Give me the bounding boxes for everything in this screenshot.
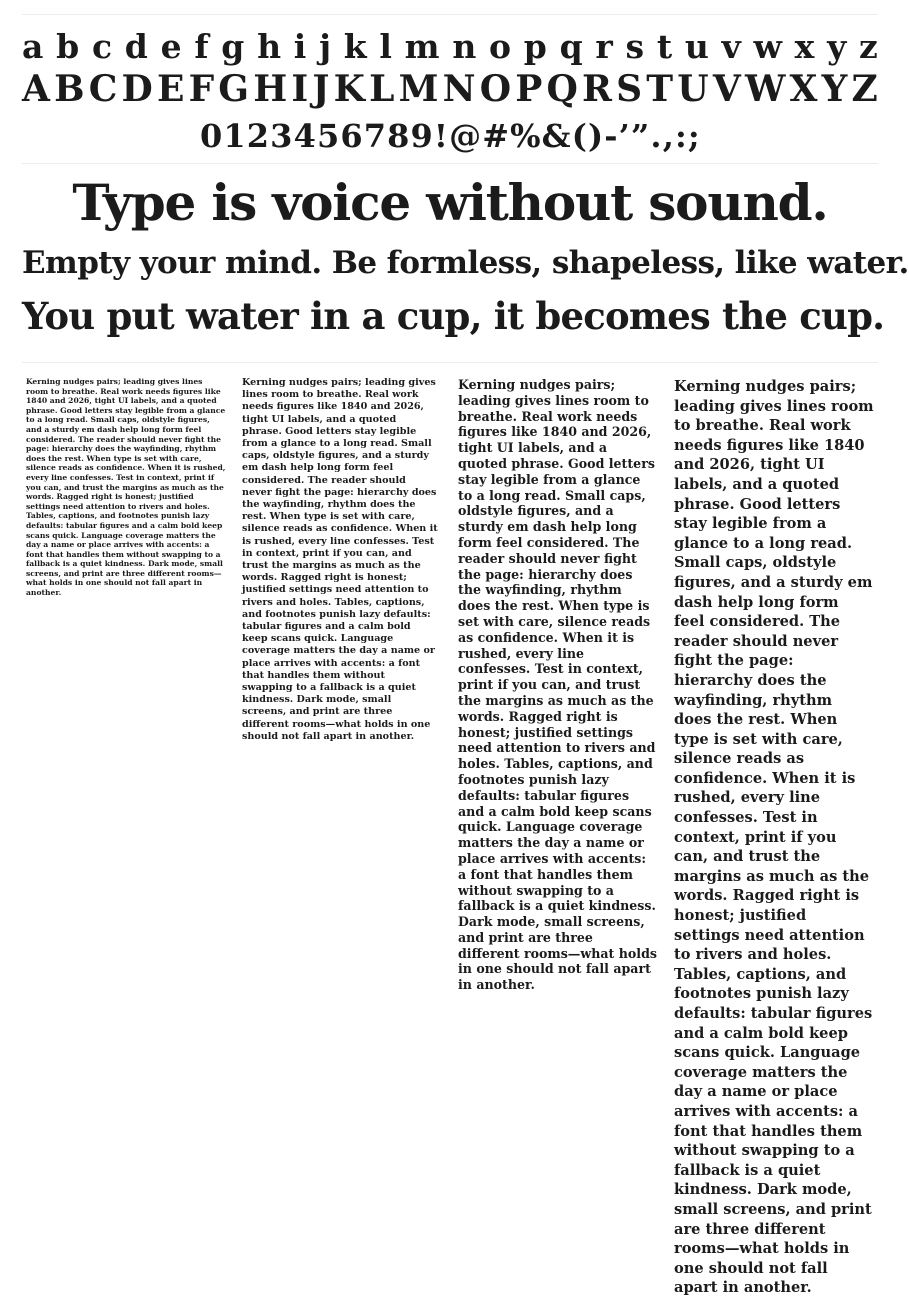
glyph-figure: 7 [363, 117, 386, 155]
glyph-lowercase: j [319, 26, 332, 66]
glyph-uppercase: O [479, 68, 512, 110]
glyph-lowercase: c [91, 26, 113, 66]
glyph-lowercase: w [753, 26, 782, 66]
glyph-figure: ’ [618, 117, 630, 155]
uppercase-glyph-row [22, 70, 878, 108]
glyph-lowercase: p [523, 26, 547, 66]
glyph-lowercase: x [794, 26, 815, 66]
glyph-lowercase: y [827, 26, 847, 66]
glyph-uppercase: N [442, 68, 476, 110]
glyph-lowercase: d [124, 26, 148, 66]
glyph-lowercase: a [22, 26, 44, 66]
glyph-figure: & [541, 117, 571, 155]
divider [22, 163, 878, 164]
specimen-line-medium: Empty your mind. Be formless, shapeless, like water. [22, 245, 909, 281]
glyph-uppercase: Z [851, 68, 878, 110]
specimen-line-large: Type is voice without sound. [72, 173, 828, 232]
glyph-figure: 2 [246, 117, 270, 155]
glyph-uppercase: K [333, 68, 365, 110]
body-text-column-medium: Kerning nudges pairs; leading gives lines room to breathe. Real work needs figures like 1840 and 2026, tight UI labels, and a quoted phrase. Good letters stay legible from a glance to a long read. Small caps, oldstyle figures, and a sturdy em dash help long form feel considered. The reader should never fight the page: hierarchy does the wayfinding, rhythm does the rest. When type is set with care, silence reads as confidence. When it is rushed, every line confesses. Test in context, print if you can, and trust the margins as much as the words. Ragged right is honest; justified settings need attention to rivers and holes. Tables, captions, and footnotes punish lazy defaults: tabular figures and a calm bold keep scans quick. Language coverage matters the day a name or place arrives with accents: a font that handles them without swapping to a fallback is a quiet kindness. Dark mode, small screens, and print are three different rooms—what holds in one should not fall apart in another. [458, 377, 657, 993]
body-text-column-large: Kerning nudges pairs; leading gives lines room to breathe. Real work needs figures like 1840 and 2026, tight UI labels, and a quoted phrase. Good letters stay legible from a glance to a long read. Small caps, oldstyle figures, and a sturdy em dash help long form feel considered. The reader should never fight the page: hierarchy does the wayfinding, rhythm does the rest. When type is set with care, silence reads as confidence. When it is rushed, every line confesses. Test in context, print if you can, and trust the margins as much as the words. Ragged right is honest; justified settings need attention to rivers and holes. Tables, captions, and footnotes punish lazy defaults: tabular figures and a calm bold keep scans quick. Language coverage matters the day a name or place arrives with accents: a font that handles them without swapping to a fallback is a quiet kindness. Dark mode, small screens, and print are three different rooms—what holds in one should not fall apart in another. [674, 378, 874, 1297]
glyph-lowercase: f [194, 26, 209, 66]
glyph-figure: 3 [270, 117, 293, 155]
glyph-uppercase: V [712, 68, 741, 110]
glyph-figure: 0 [200, 117, 223, 155]
divider [22, 14, 878, 15]
glyph-uppercase: A [22, 68, 50, 110]
glyph-uppercase: I [291, 68, 309, 110]
glyph-lowercase: h [257, 26, 282, 66]
glyph-figure: ; [687, 117, 700, 155]
glyph-figure: 8 [387, 117, 410, 155]
glyph-lowercase: v [721, 26, 741, 66]
glyph-uppercase: R [582, 68, 612, 110]
body-text-column-small: Kerning nudges pairs; leading gives lines room to breathe. Real work needs figures like 1840 and 2026, tight UI labels, and a quoted phrase. Good letters stay legible from a glance to a long read. Small caps, oldstyle figures, and a sturdy em dash help long form feel considered. The reader should never fight the page: hierarchy does the wayfinding, rhythm does the rest. When type is set with care, silence reads as confidence. When it is rushed, every line confesses. Test in context, print if you can, and trust the margins as much as the words. Ragged right is honest; justified settings need attention to rivers and holes. Tables, captions, and footnotes punish lazy defaults: tabular figures and a calm bold keep scans quick. Language coverage matters the day a name or place arrives with accents: a font that handles them without swapping to a fallback is a quiet kindness. Dark mode, small screens, and print are three different rooms—what holds in one should not fall apart in another. [242, 377, 438, 742]
glyph-lowercase: g [221, 26, 245, 66]
glyph-uppercase: P [515, 68, 543, 110]
glyph-uppercase: Q [546, 68, 578, 110]
glyph-lowercase: s [625, 26, 645, 66]
glyph-figure: ” [630, 117, 650, 155]
glyph-lowercase: u [684, 26, 709, 66]
glyph-figure: - [604, 117, 618, 155]
glyph-uppercase: T [646, 68, 674, 110]
glyph-uppercase: C [88, 68, 118, 110]
glyph-figure: @ [449, 117, 482, 155]
glyph-figure: ! [433, 117, 448, 155]
glyph-uppercase: X [789, 68, 818, 110]
glyph-uppercase: U [677, 68, 709, 110]
glyph-lowercase: q [559, 26, 583, 66]
glyph-lowercase: i [293, 26, 307, 66]
glyph-uppercase: M [398, 68, 439, 110]
glyph-uppercase: F [188, 68, 215, 110]
glyph-lowercase: l [379, 26, 392, 66]
glyph-figure: , [662, 117, 674, 155]
specimen-line-large-2: You put water in a cup, it becomes the cup. [22, 294, 885, 338]
glyph-uppercase: G [218, 68, 250, 110]
glyph-figure: . [650, 117, 662, 155]
divider [22, 362, 878, 363]
glyph-figure: : [674, 117, 687, 155]
glyph-figure: ) [587, 117, 604, 155]
glyph-lowercase: o [489, 26, 512, 66]
glyph-uppercase: H [253, 68, 288, 110]
glyph-lowercase: m [404, 26, 440, 66]
glyph-lowercase: r [595, 26, 613, 66]
glyph-uppercase: D [121, 68, 153, 110]
glyph-lowercase: b [56, 26, 80, 66]
glyph-lowercase: t [656, 26, 673, 66]
glyph-lowercase: k [343, 26, 367, 66]
glyph-figure: 9 [410, 117, 433, 155]
glyph-figure: 6 [340, 117, 363, 155]
body-text-column-xsmall: Kerning nudges pairs; leading gives lines room to breathe. Real work needs figures like 1840 and 2026, tight UI labels, and a quoted phrase. Good letters stay legible from a glance to a long read. Small caps, oldstyle figures, and a sturdy em dash help long form feel considered. The reader should never fight the page: hierarchy does the wayfinding, rhythm does the rest. When type is set with care, silence reads as confidence. When it is rushed, every line confesses. Test in context, print if you can, and trust the margins as much as the words. Ragged right is honest; justified settings need attention to rivers and holes. Tables, captions, and footnotes punish lazy defaults: tabular figures and a calm bold keep scans quick. Language coverage matters the day a name or place arrives with accents: a font that handles them without swapping to a fallback is a quiet kindness. Dark mode, small screens, and print are three different rooms—what holds in one should not fall apart in another. [26, 377, 226, 598]
glyph-figure: 4 [293, 117, 316, 155]
glyph-lowercase: e [160, 26, 182, 66]
glyph-figure: % [510, 117, 541, 155]
glyph-uppercase: Y [821, 68, 848, 110]
glyph-uppercase: J [312, 68, 330, 110]
glyph-figure: 1 [223, 117, 246, 155]
glyph-uppercase: E [156, 68, 185, 110]
glyph-figure: 5 [316, 117, 340, 155]
glyph-lowercase: n [452, 26, 477, 66]
figures-glyph-row [200, 118, 700, 154]
lowercase-glyph-row [22, 28, 878, 64]
glyph-uppercase: W [744, 68, 786, 110]
glyph-figure: # [482, 117, 510, 155]
glyph-lowercase: z [859, 26, 878, 66]
glyph-figure: ( [571, 117, 587, 155]
glyph-uppercase: B [54, 68, 85, 110]
glyph-uppercase: S [616, 68, 643, 110]
glyph-uppercase: L [369, 68, 395, 110]
